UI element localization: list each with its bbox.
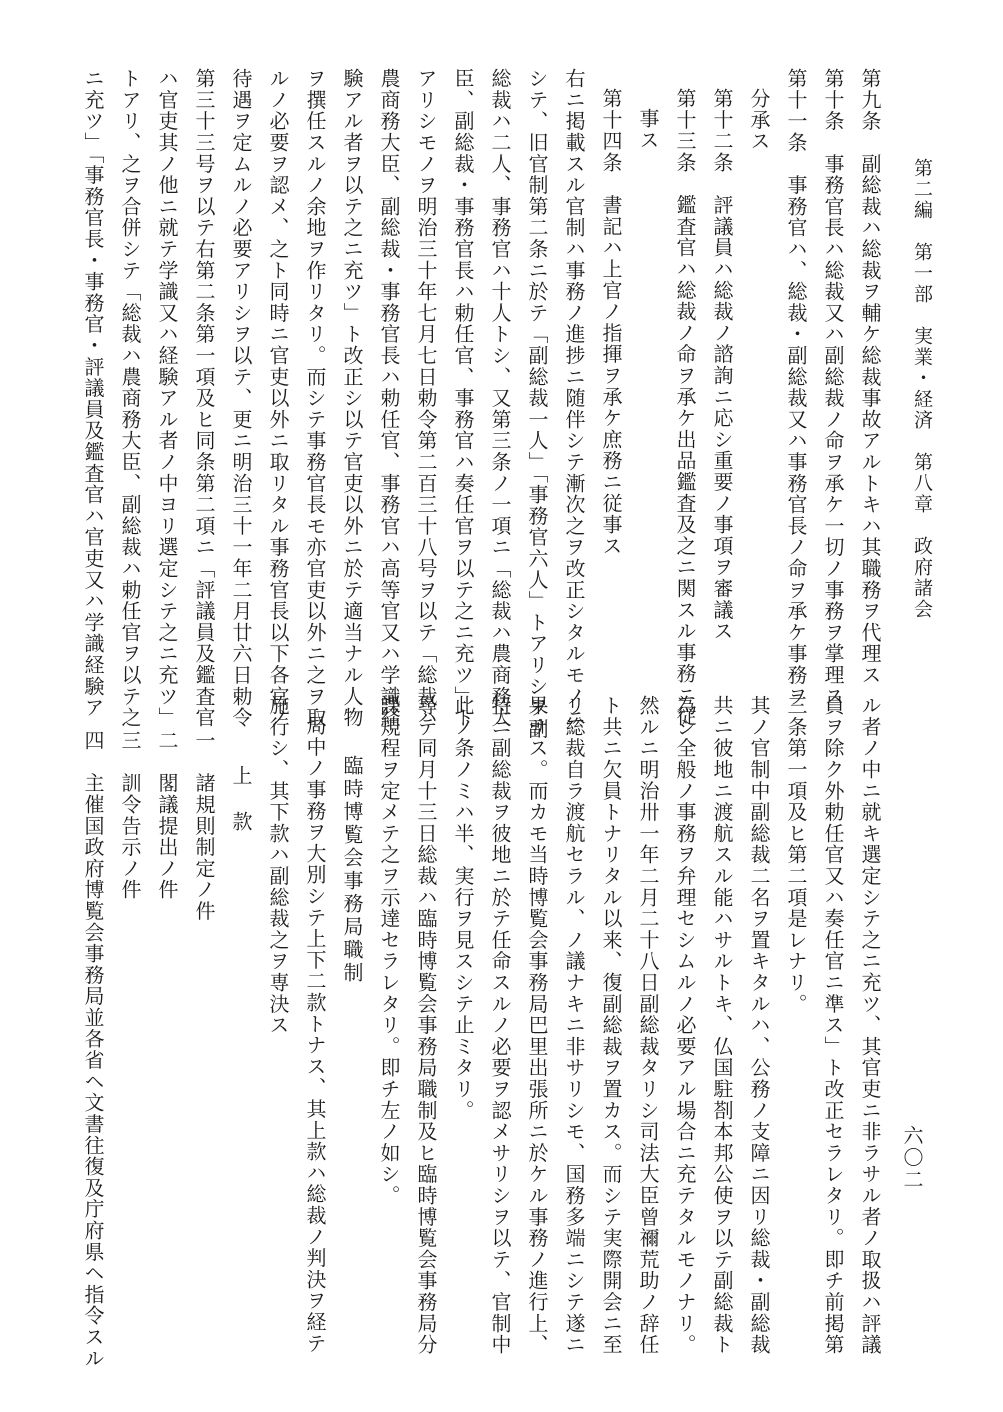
lower-line-22: 四 主催国政府博覧会事務局並各省ヘ文書往復及庁府県ヘ指令スル bbox=[81, 730, 105, 1369]
lower-line-6: 為シ全般ノ事務ヲ弁理セシムルノ必要アル場合ニ充テタルモノナリ。 bbox=[673, 695, 697, 1356]
lower-line-8: ト共ニ欠員トナリタル以来、復副総裁ヲ置カス。而シテ実際開会ニ至 bbox=[599, 695, 623, 1356]
upper-line-18: 待遇ヲ定ムルノ必要アリシヲ以テ、更ニ明治三十一年二月廿六日勅令 bbox=[229, 68, 253, 729]
upper-line-12: 臣、副総裁・事務官長ハ勅任官、事務官ハ奏任官ヲ以テ之ニ充ツ」ト bbox=[451, 68, 475, 729]
lower-line-3: 三条第一項及ヒ第二項是レナリ。 bbox=[784, 695, 808, 1015]
lower-line-10: 果サス。而カモ当時博覧会事務局巴里出張所ニ於ケル事務ノ進行上、 bbox=[525, 695, 549, 1356]
upper-line-17: ルノ必要ヲ認メ、之ト同時ニ官吏以外ニ取リタル事務官長以下各官ノ bbox=[266, 68, 290, 729]
lower-line-20: 二 閣議提出ノ件 bbox=[155, 730, 179, 901]
upper-line-3: 第十一条 事務官ハ、総裁・副総裁又ハ事務官長ノ命ヲ承ケ事務ヲ bbox=[784, 68, 808, 707]
upper-line-15: 験アル者ヲ以テ之ニ充ツ」ト改正シ以テ官吏以外ニ於テ適当ナル人物 bbox=[340, 68, 364, 729]
subsection-title: 上 款 bbox=[229, 765, 253, 834]
upper-line-13: アリシモノヲ明治三十年七月七日勅令第二百三十八号ヲ以テ「総裁ハ bbox=[414, 68, 438, 729]
running-head: 第二編 第一部 実業・経済 第八章 政府諸会 bbox=[911, 158, 933, 620]
lower-line-17: 施行シ、其下款ハ副総裁之ヲ専決ス bbox=[266, 695, 290, 1036]
lower-line-12: 此ノ条ノミハ半、実行ヲ見スシテ止ミタリ。 bbox=[451, 695, 475, 1121]
lower-line-11: 特ニ副総裁ヲ彼地ニ於テ任命スルノ必要ヲ認メサリシヲ以テ、官制中 bbox=[488, 695, 512, 1356]
lower-line-1: ル者ノ中ニ就キ選定シテ之ニ充ツ、其官吏ニ非ラサル者ノ取扱ハ評議 bbox=[858, 695, 882, 1356]
upper-line-11: 総裁ハ二人、事務官ハ十人トシ、又第三条ノ一項ニ「総裁ハ農商務大 bbox=[488, 68, 512, 729]
upper-line-8: 第十四条 書記ハ上官ノ指揮ヲ承ケ庶務ニ従事ス bbox=[599, 88, 623, 557]
upper-line-21: トアリ、之ヲ合併シテ「総裁ハ農商務大臣、副総裁ハ勅任官ヲ以テ之 bbox=[118, 68, 142, 729]
upper-line-2: 第十条 事務官長ハ総裁又ハ副総裁ノ命ヲ承ケ一切ノ事務ヲ掌理ス bbox=[821, 68, 845, 707]
lower-line-19: 一 諸規則制定ノ件 bbox=[192, 730, 216, 922]
lower-line-9: リ総裁自ラ渡航セラル、ノ議ナキニ非サリシモ、国務多端ニシテ遂ニ bbox=[562, 695, 586, 1356]
page-number: 六〇二 bbox=[900, 1125, 924, 1191]
upper-line-6: 第十三条 鑑査官ハ総裁ノ命ヲ承ケ出品鑑査及之ニ関スル事務ニ従 bbox=[673, 88, 697, 727]
upper-line-16: ヲ撰任スルノ余地ヲ作リタリ。而シテ事務官長モ亦官吏以外ニ之ヲ取 bbox=[303, 68, 327, 729]
upper-line-5: 第十二条 評議員ハ総裁ノ諮詢ニ応シ重要ノ事項ヲ審議ス bbox=[710, 88, 734, 642]
lower-line-13: 尋テ同月十三日総裁ハ臨時博覧会事務局職制及ヒ臨時博覧会事務局分 bbox=[414, 695, 438, 1356]
upper-line-22: ニ充ツ」「事務官長・事務官・評議員及鑑査官ハ官吏又ハ学識経験ア bbox=[81, 68, 105, 719]
lower-line-7: 然ルニ明治卅一年二月二十八日副総裁タリシ司法大臣曾禰荒助ノ辞任 bbox=[636, 695, 660, 1356]
upper-line-20: ハ官吏其ノ他ニ就テ学識又ハ経験アル者ノ中ヨリ選定シテ之ニ充ツ」 bbox=[155, 68, 179, 729]
upper-line-9: 右ニ掲載スル官制ハ事務ノ進捗ニ随伴シテ漸次之ヲ改正シタルモノニ bbox=[562, 68, 586, 729]
lower-line-16: 局中ノ事務ヲ大別シテ上下二款トナス、其上款ハ総裁ノ判決ヲ経テ bbox=[303, 715, 327, 1354]
upper-line-4: 分承ス bbox=[747, 88, 771, 152]
lower-line-21: 三 訓令告示ノ件 bbox=[118, 730, 142, 901]
upper-line-14: 農商務大臣、副総裁・事務官長ハ勅任官、事務官ハ高等官又ハ学識経 bbox=[377, 68, 401, 729]
upper-line-1: 第九条 副総裁ハ総裁ヲ輔ケ総裁事故アルトキハ其職務ヲ代理ス bbox=[858, 68, 882, 686]
lower-line-4: 其ノ官制中副総裁二名ヲ置キタルハ、公務ノ支障ニ因リ総裁・副総裁 bbox=[747, 695, 771, 1356]
lower-line-14: 課規程ヲ定メテ之ヲ示達セラレタリ。即チ左ノ如シ。 bbox=[377, 695, 401, 1207]
section-title: 臨時博覧会事務局職制 bbox=[340, 755, 364, 985]
upper-line-7: 事ス bbox=[636, 108, 660, 151]
lower-line-5: 共ニ彼地ニ渡航スル能ハサルトキ、仏国駐剳本邦公使ヲ以テ副総裁ト bbox=[710, 695, 734, 1356]
lower-line-2: 員ヲ除ク外勅任官又ハ奏任官ニ準ス」ト改正セラレタリ。即チ前掲第 bbox=[821, 695, 845, 1356]
upper-line-10: シテ、旧官制第二条ニ於テ「副総裁一人」「事務官六人」トアリシヲ副 bbox=[525, 68, 549, 740]
upper-line-19: 第三十三号ヲ以テ右第二条第一項及ヒ同条第二項ニ「評議員及鑑査官 bbox=[192, 68, 216, 729]
